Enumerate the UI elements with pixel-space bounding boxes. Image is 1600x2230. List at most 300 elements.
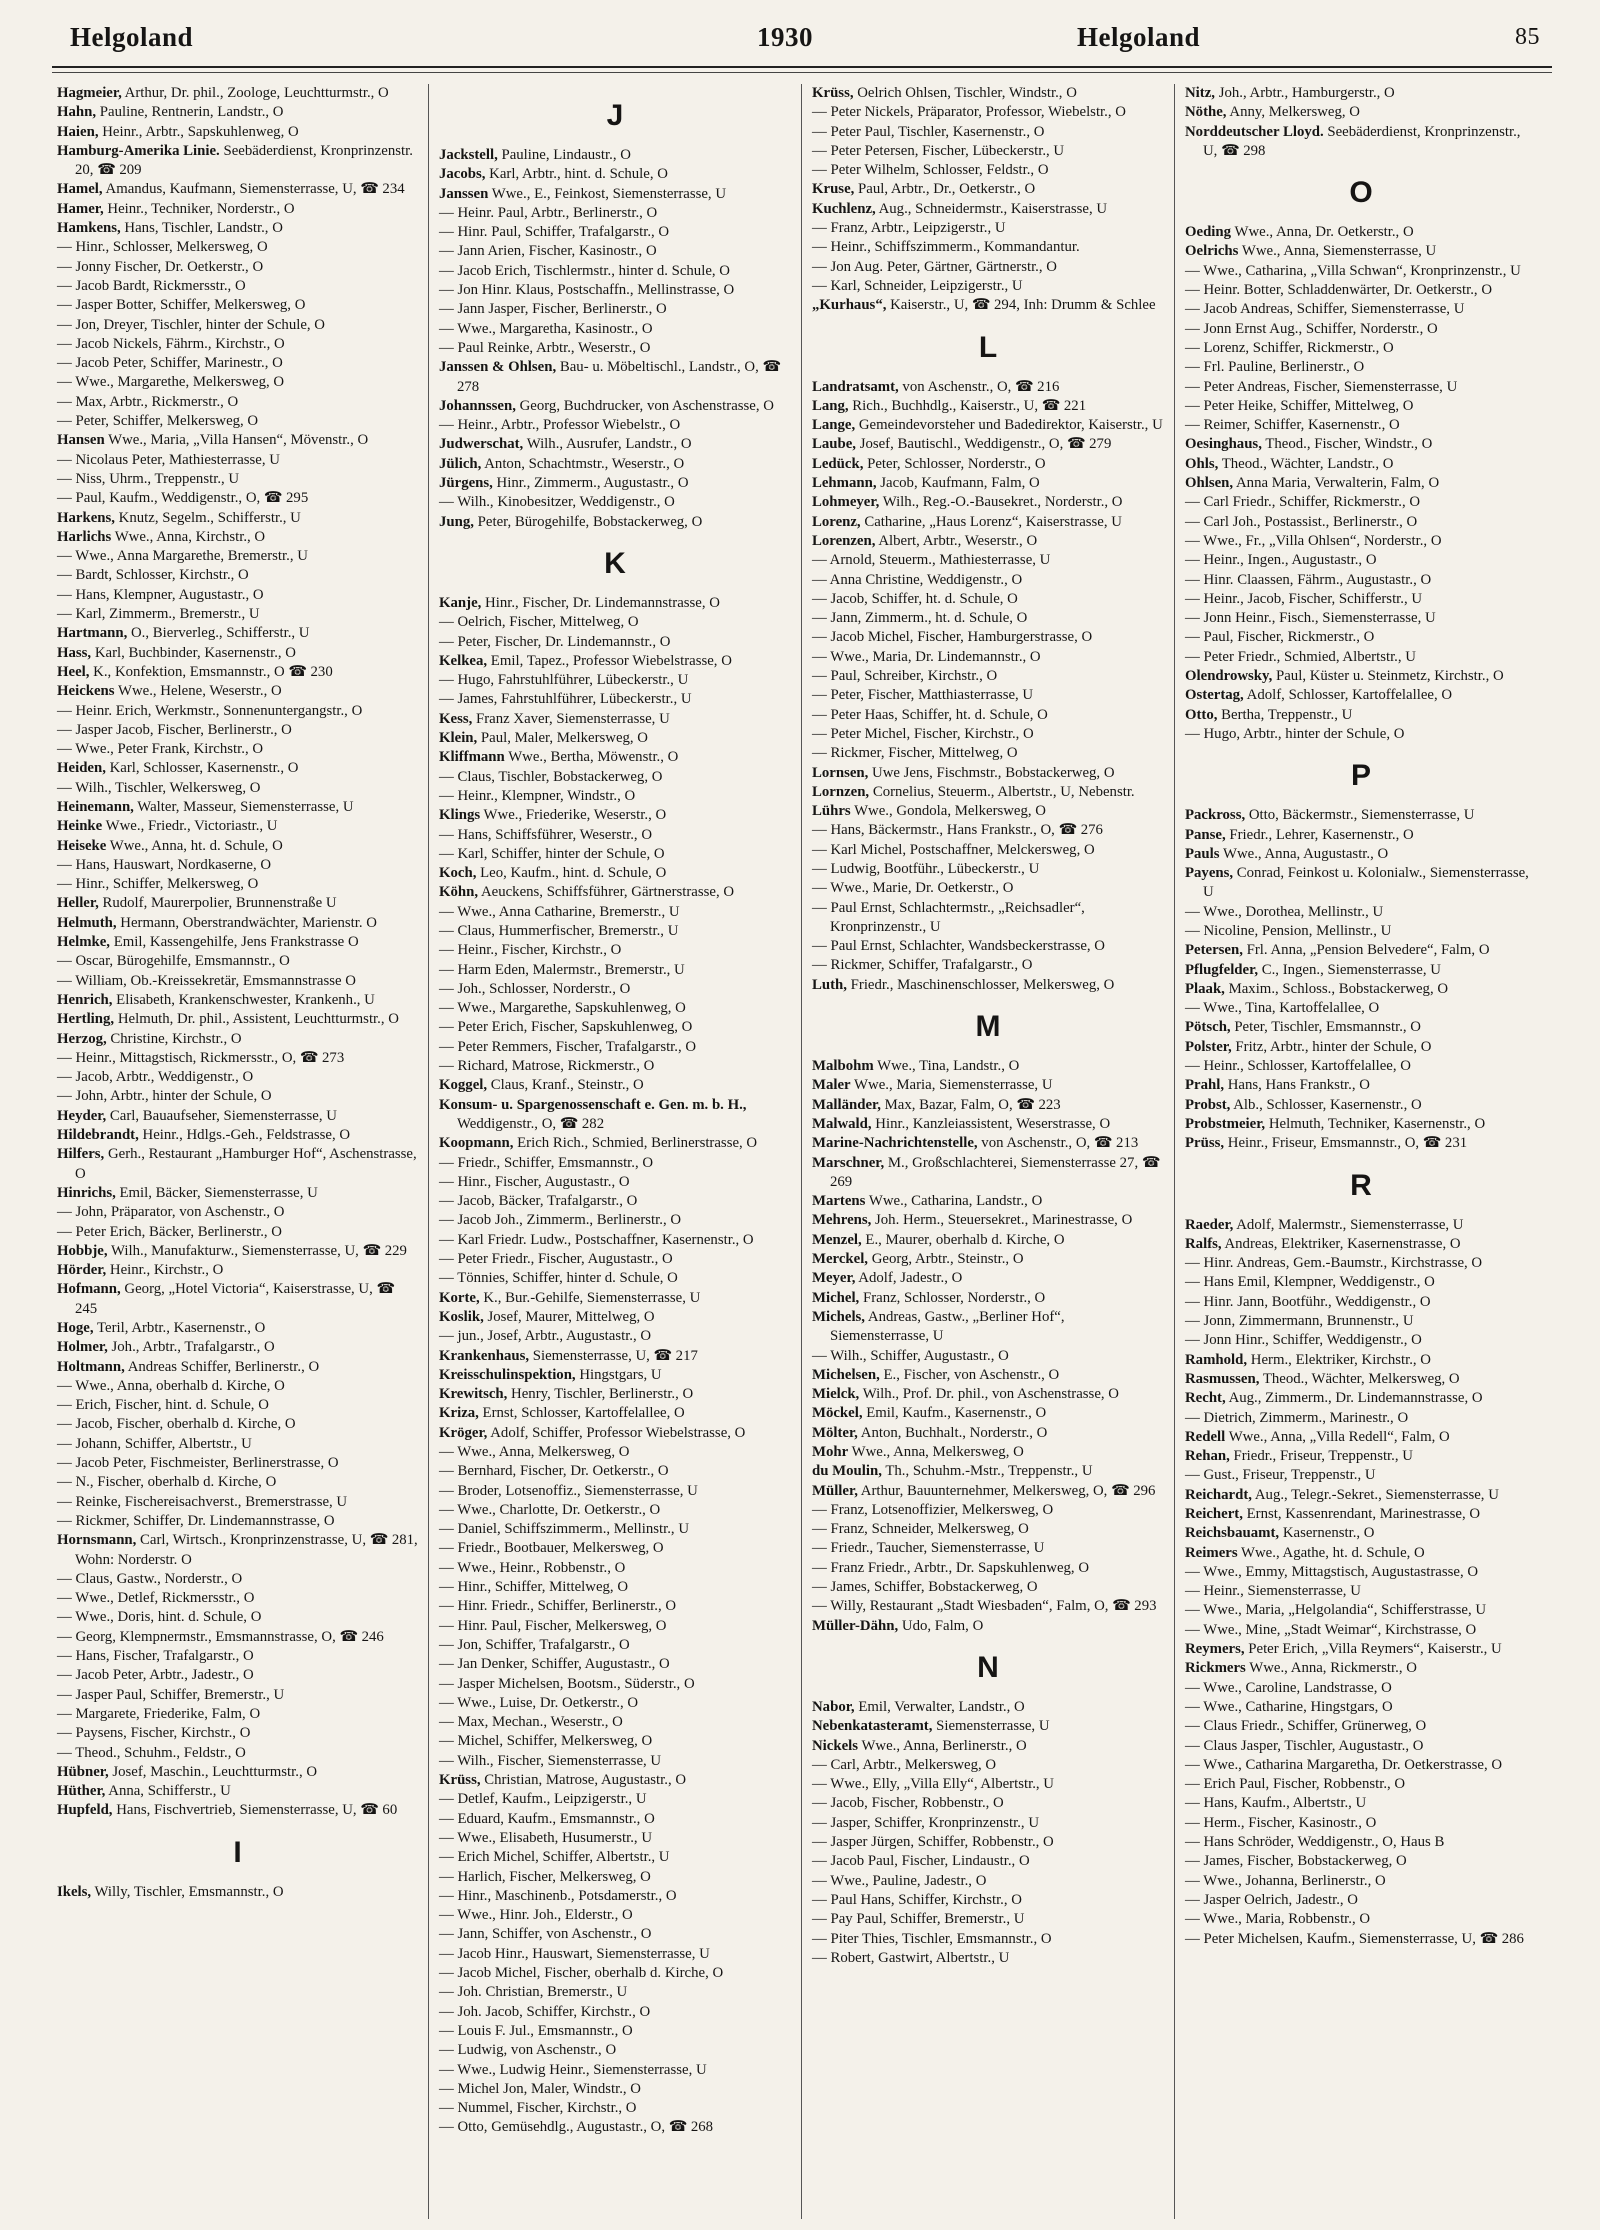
entry-details: — Heinr., Schiffszimmerm., Kommandantur. (812, 239, 1080, 256)
entry-surname: Mohr (812, 1444, 849, 1460)
directory-entry (1185, 1872, 1537, 1891)
directory-entry (57, 1589, 418, 1608)
entry-details: Christian, Matrose, Augustastr., O (480, 1772, 687, 1789)
entry-details: — Theod., Schuhm., Feldstr., O (57, 1744, 246, 1761)
directory-entry (1185, 1524, 1537, 1543)
directory-entry (57, 644, 418, 663)
entry-surname: Rickmers (1185, 1660, 1246, 1677)
entry-details: C., Ingen., Siemensterrasse, U (1258, 961, 1441, 978)
entry-details: — Robert, Gastwirt, Albertstr., U (812, 1949, 1010, 1966)
directory-entry (1185, 1679, 1537, 1698)
directory-entry (1185, 532, 1537, 551)
entry-surname: Koopmann, (439, 1135, 514, 1152)
directory-entry (439, 1018, 791, 1037)
entry-details: Emil, Tapez., Professor Wiebelstrasse, O (487, 652, 732, 669)
entry-details: Wwe., Friedr., Victoriastr., U (102, 818, 278, 835)
directory-entry (439, 1868, 791, 1887)
entry-details: — Wwe., Tina, Kartoffelallee, O (1185, 1000, 1380, 1017)
entry-details: Albert, Arbtr., Weserstr., O (875, 532, 1038, 549)
directory-entry (57, 721, 418, 740)
entry-surname: Packross, (1185, 807, 1246, 824)
directory-entry (439, 1211, 791, 1230)
entry-details: Siemensterrasse, U, ☎ 217 (529, 1347, 698, 1364)
entry-details: Leo, Kaufm., hint. d. Schule, O (476, 865, 667, 882)
directory-entry (439, 1617, 791, 1636)
entry-details: — Dietrich, Zimmerm., Marinestr., O (1185, 1409, 1409, 1426)
entry-surname: Heinke (57, 818, 103, 835)
directory-entry (439, 1713, 791, 1732)
entry-details: Adolf, Malermstr., Siemensterrasse, U (1233, 1216, 1464, 1233)
page-number: 85 (1515, 24, 1540, 50)
directory-entry (57, 1608, 418, 1627)
entry-surname: Nabor, (812, 1698, 855, 1715)
directory-entry (812, 764, 1164, 783)
entry-details: — Paul Ernst, Schlachter, Wandsbeckerstrasse, O (812, 938, 1105, 955)
entry-details: Cornelius, Steuerm., Albertstr., U, Nebenstr. (869, 783, 1135, 800)
entry-details: — Hans, Schiffsführer, Weserstr., O (439, 826, 653, 843)
directory-entry (812, 1289, 1164, 1308)
entry-surname: Panse, (1185, 826, 1226, 843)
directory-entry (1185, 1466, 1537, 1485)
entry-details: Emil, Verwalter, Landstr., O (854, 1698, 1025, 1715)
directory-entry (439, 748, 791, 767)
directory-entry (439, 999, 791, 1018)
directory-entry (57, 1030, 418, 1049)
entry-surname: Michel, (812, 1289, 860, 1306)
entry-surname: Lange, (812, 417, 856, 434)
entry-details: — Wwe., Maria, „Helgolandia“, Schifferstrasse, U (1185, 1602, 1487, 1619)
directory-entry (812, 706, 1164, 725)
entry-details: Conrad, Feinkost u. Kolonialw., Siemensterrasse, U (1203, 865, 1529, 901)
entry-details: Wwe., Bertha, Möwenstr., O (504, 749, 679, 766)
entry-details: von Aschenstr., O, ☎ 216 (898, 378, 1060, 395)
directory-entry (812, 879, 1164, 898)
entry-surname: Harkens, (57, 509, 115, 526)
entry-details: — Jasper Botter, Schiffer, Melkersweg, O (57, 297, 306, 314)
entry-surname: Nitz, (1185, 85, 1215, 101)
directory-entry (1185, 725, 1537, 744)
entry-details: Bertha, Treppenstr., U (1217, 706, 1353, 723)
entry-details: — Jacob Andreas, Schiffer, Siemensterrasse, U (1185, 301, 1465, 318)
entry-details: — Peter Andreas, Fischer, Siemensterrasse, U (1185, 378, 1458, 395)
directory-entry (439, 1038, 791, 1057)
entry-details: — Heinr., Klempner, Windstr., O (439, 787, 636, 804)
entry-surname: Hupfeld, (57, 1802, 113, 1819)
directory-entry (57, 1628, 418, 1647)
entry-details: Wwe., Anna, Berlinerstr., O (858, 1737, 1027, 1754)
entry-details: — Tönnies, Schiffer, hinter d. Schule, O (439, 1270, 678, 1287)
entry-surname: Petersen, (1185, 942, 1243, 959)
entry-surname: Mölter, (812, 1424, 858, 1441)
entry-details: Theod., Fischer, Windstr., O (1261, 436, 1433, 453)
entry-surname: Malbohm (812, 1058, 874, 1075)
directory-entry (812, 1501, 1164, 1520)
section-letter: I (233, 1835, 242, 1869)
entry-details: — Jon Hinr. Klaus, Postschaffn., Mellinstrasse, O (439, 282, 735, 299)
entry-surname: Müller, (812, 1482, 858, 1499)
entry-details: Maxim., Schloss., Bobstackerweg, O (1224, 980, 1449, 997)
entry-details: Bau- u. Möbeltischl., Landstr., O, ☎ 278 (457, 359, 781, 395)
directory-entry (812, 1775, 1164, 1794)
entry-details: — Franz, Schneider, Melkersweg, O (812, 1521, 1029, 1538)
directory-entry (57, 1763, 418, 1782)
entry-surname: Rasmussen, (1185, 1370, 1260, 1387)
entry-details: Gerh., Restaurant „Hamburger Hof“, Aschenstrasse, O (75, 1146, 417, 1182)
entry-surname: Kess, (439, 710, 473, 727)
entry-details: — Peter Wilhelm, Schlosser, Feldstr., O (812, 162, 1049, 179)
directory-entry (57, 1319, 418, 1338)
entry-details: Arthur, Bauunternehmer, Melkersweg, O, ☎ 296 (857, 1482, 1156, 1499)
directory-entry (439, 1308, 791, 1327)
directory-entry (1185, 1096, 1537, 1115)
entry-surname: Heickens (57, 683, 115, 700)
directory-entry (439, 2118, 791, 2137)
directory-entry (1185, 551, 1537, 570)
entry-details: — Paul Reinke, Arbtr., Weserstr., O (439, 339, 651, 356)
entry-surname: Korte, (439, 1289, 480, 1306)
directory-entry (812, 103, 1164, 122)
directory-entry (57, 586, 418, 605)
directory-entry (1185, 1312, 1537, 1331)
entry-details: Siemensterrasse, U (932, 1718, 1050, 1735)
entry-details: — Wilh., Fischer, Siemensterrasse, U (439, 1752, 662, 1769)
entry-details: — Paul Hans, Schiffer, Kirchstr., O (812, 1891, 1022, 1908)
header-year: 1930 (757, 22, 813, 52)
directory-entry (439, 1366, 791, 1385)
entry-surname: Nebenkatasteramt, (812, 1718, 933, 1735)
entry-details: — Heinr., Arbtr., Professor Wiebelstr., O (439, 417, 681, 434)
entry-details: — Friedr., Bootbauer, Melkersweg, O (439, 1540, 664, 1557)
entry-details: Adolf, Jadestr., O (855, 1270, 963, 1287)
directory-entry (1185, 667, 1537, 686)
entry-surname: Kliffmann (439, 749, 505, 766)
entry-details: Karl, Arbtr., hint. d. Schule, O (485, 166, 668, 183)
entry-details: — Peter Nickels, Präparator, Professor, Wiebelstr., O (812, 104, 1126, 121)
entry-details: Wwe., Tina, Landstr., O (873, 1058, 1020, 1075)
directory-entry (812, 161, 1164, 180)
entry-details: — Wwe., Maria, Robbenstr., O (1185, 1911, 1371, 1928)
directory-entry (57, 779, 418, 798)
directory-entry (57, 798, 418, 817)
directory-entry (57, 296, 418, 315)
directory-entry (812, 296, 1164, 315)
directory-entry (812, 1269, 1164, 1288)
directory-entry (439, 435, 791, 454)
directory-entry (1185, 1756, 1537, 1775)
entry-details: Pauline, Rentnerin, Landstr., O (96, 104, 284, 121)
directory-entry (57, 566, 418, 585)
entry-details: — Jonn Heinr., Fisch., Siemensterrasse, U (1185, 610, 1436, 627)
section-letter: N (977, 1650, 999, 1684)
entry-surname: Oeding (1185, 224, 1232, 241)
entry-surname: Luth, (812, 976, 847, 993)
directory-entry (812, 1462, 1164, 1481)
directory-entry (1185, 1814, 1537, 1833)
entry-details: — Heinr. Botter, Schladdenwärter, Dr. Oetkerstr., O (1185, 282, 1493, 299)
entry-details: — Hinr. Jann, Bootführ., Weddigenstr., O (1185, 1293, 1431, 1310)
entry-surname: Heller, (57, 895, 99, 912)
entry-details: — Reimer, Schiffer, Kasernenstr., O (1185, 417, 1400, 434)
entry-details: Wwe., Anna, ht. d. Schule, O (106, 837, 283, 854)
directory-entry (57, 933, 418, 952)
entry-details: — N., Fischer, oberhalb d. Kirche, O (57, 1474, 277, 1491)
entry-details: Karl, Buchbinder, Kasernenstr., O (91, 644, 296, 661)
entry-details: — Jacob, Fischer, Robbenstr., O (812, 1795, 1004, 1812)
entry-surname: Ostertag, (1185, 687, 1244, 704)
directory-entry (57, 180, 418, 199)
entry-details: — Jacob Joh., Zimmerm., Berlinerstr., O (439, 1212, 682, 1229)
directory-entry (1185, 1331, 1537, 1350)
directory-entry (1185, 1389, 1537, 1408)
entry-details: — Nicolaus Peter, Mathiesterrasse, U (57, 451, 280, 468)
directory-entry (1185, 590, 1537, 609)
entry-details: — Jasper, Schiffer, Kronprinzenstr., U (812, 1814, 1040, 1831)
entry-details: — Herm., Fischer, Kasinostr., O (1185, 1814, 1377, 1831)
directory-entry (812, 1076, 1164, 1095)
entry-details: — Jacob Bardt, Rickmersstr., O (57, 277, 246, 294)
directory-entry (1185, 980, 1537, 999)
entry-details: Gemeindevorsteher und Badedirektor, Kaiserstr., U (855, 417, 1163, 434)
entry-details: Pauline, Lindaustr., O (497, 147, 631, 163)
directory-entry (439, 1675, 791, 1694)
entry-details: — Carl, Arbtr., Melkersweg, O (812, 1756, 997, 1773)
entry-details: Helmuth, Dr. phil., Assistent, Leuchtturmstr., O (114, 1011, 399, 1028)
entry-details: Arthur, Dr. phil., Zoologe, Leuchtturmstr., O (121, 85, 389, 101)
directory-entry (439, 1173, 791, 1192)
directory-entry (439, 320, 791, 339)
entry-details: — Wwe., Marie, Dr. Oetkerstr., O (812, 880, 1014, 897)
entry-details: — Wwe., Caroline, Landstrasse, O (1185, 1679, 1392, 1696)
entry-surname: Lehmann, (812, 475, 877, 492)
directory-entry (57, 393, 418, 412)
directory-entry (812, 532, 1164, 551)
directory-entry (57, 1724, 418, 1743)
entry-details: Wwe., Gondola, Melkersweg, O (850, 803, 1046, 820)
entry-details: Andreas, Elektriker, Kasernenstrasse, O (1221, 1235, 1461, 1252)
directory-entry (439, 1096, 791, 1135)
directory-entry (57, 1686, 418, 1705)
entry-details: Carl, Bauaufseher, Siemensterrasse, U (106, 1107, 337, 1124)
directory-entry (439, 1134, 791, 1153)
entry-details: Erich Rich., Schmied, Berlinerstrasse, O (513, 1135, 758, 1152)
directory-entry (812, 1891, 1164, 1910)
entry-details: — Wilh., Kinobesitzer, Weddigenstr., O (439, 494, 675, 511)
directory-entry (812, 1115, 1164, 1134)
entry-details: K., Bur.-Gehilfe, Siemensterrasse, U (479, 1289, 701, 1306)
entry-details: — Jasper Jacob, Fischer, Berlinerstr., O (57, 721, 292, 738)
entry-details: — Jacob Paul, Fischer, Lindaustr., O (812, 1853, 1030, 1870)
entry-details: — Hans, Klempner, Augustastr., O (57, 586, 264, 603)
entry-surname: Helmke, (57, 934, 111, 951)
entry-surname: Lohmeyer, (812, 494, 880, 511)
entry-details: — Detlef, Kaufm., Leipzigerstr., U (439, 1791, 647, 1808)
directory-entry (57, 682, 418, 701)
entry-details: Wwe., Agathe, ht. d. Schule, O (1237, 1544, 1425, 1561)
entry-details: — Wwe., Doris, hint. d. Schule, O (57, 1609, 262, 1626)
entry-surname: Henrich, (57, 991, 113, 1008)
directory-entry (57, 1107, 418, 1126)
entry-details: — Hinr., Schiffer, Mittelweg, O (439, 1579, 628, 1596)
entry-details: — Michel Jon, Maler, Windstr., O (439, 2080, 641, 2097)
entry-surname: Judwerschat, (439, 436, 524, 453)
directory-entry (1185, 1621, 1537, 1640)
directory-entry (57, 123, 418, 142)
entry-surname: Heiseke (57, 837, 107, 854)
entry-details: Elisabeth, Krankenschwester, Krankenh., U (112, 991, 375, 1008)
entry-details: — Karl Michel, Postschaffner, Melckersweg, O (812, 841, 1095, 858)
section-letter: R (1350, 1168, 1372, 1202)
entry-details: Oelrich Ohlsen, Tischler, Windstr., O (853, 85, 1077, 101)
entry-surname: Rehan, (1185, 1448, 1230, 1465)
directory-entry (1185, 242, 1537, 261)
entry-details: — Claus Friedr., Schiffer, Grünerweg, O (1185, 1718, 1427, 1735)
directory-entry (812, 474, 1164, 493)
entry-details: — Jann Jasper, Fischer, Berlinerstr., O (439, 301, 667, 318)
entry-details: — Karl, Zimmerm., Bremerstr., U (57, 606, 260, 623)
directory-entry (1185, 1076, 1537, 1095)
directory-entry (57, 972, 418, 991)
entry-details: — Erich, Fischer, hint. d. Schule, O (57, 1397, 269, 1414)
entry-details: — Peter Michelsen, Kaufm., Siemensterrasse, U, ☎ 286 (1185, 1930, 1524, 1947)
entry-details: Heinr., Arbtr., Sapskuhlenweg, O (98, 123, 299, 140)
entry-surname: Hansen (57, 432, 105, 449)
entry-surname: Mielck, (812, 1386, 860, 1403)
directory-entry (812, 1559, 1164, 1578)
directory-entry (439, 787, 791, 806)
directory-entry (57, 412, 418, 431)
directory-entry (57, 894, 418, 913)
entry-details: — Lorenz, Schiffer, Rickmerstr., O (1185, 339, 1394, 356)
entry-details: — Hans, Kaufm., Albertstr., U (1185, 1795, 1367, 1812)
directory-entry (439, 1887, 791, 1906)
directory-entry (1185, 358, 1537, 377)
directory-entry (57, 1744, 418, 1763)
directory-entry (812, 821, 1164, 840)
entry-details: — Louis F. Jul., Emsmannstr., O (439, 2022, 633, 2039)
directory-entry (1185, 1351, 1537, 1370)
entry-details: — Georg, Klempnermstr., Emsmannstrasse, O, ☎ 246 (57, 1628, 384, 1645)
entry-details: — Carl Joh., Postassist., Berlinerstr., O (1185, 513, 1418, 530)
section-letter: M (975, 1010, 1001, 1044)
directory-entry (57, 1493, 418, 1512)
directory-entry (812, 277, 1164, 296)
directory-entry (812, 1930, 1164, 1949)
entry-surname: Jacobs, (439, 166, 486, 183)
directory-entry (812, 1794, 1164, 1813)
entry-details: — Jann, Zimmerm., ht. d. Schule, O (812, 610, 1028, 627)
entry-details: Wwe., Anna, Rickmerstr., O (1245, 1660, 1417, 1677)
directory-entry (812, 976, 1164, 995)
entry-details: — Johann, Schiffer, Albertstr., U (57, 1435, 252, 1452)
entry-details: Joh. Herm., Steuersekret., Marinestrasse, O (871, 1212, 1133, 1229)
directory-entry (57, 856, 418, 875)
directory-entry (57, 740, 418, 759)
directory-entry (57, 1454, 418, 1473)
entry-details: Wwe., Helene, Weserstr., O (114, 683, 282, 700)
entry-surname: Ramhold, (1185, 1351, 1248, 1368)
entry-surname: Pflugfelder, (1185, 961, 1259, 978)
directory-entry (812, 1404, 1164, 1423)
entry-details: — Heinr., Jacob, Fischer, Schifferstr., U (1185, 590, 1423, 607)
entry-surname: Jülich, (439, 455, 482, 472)
directory-entry (812, 1231, 1164, 1250)
directory-entry (1185, 1505, 1537, 1524)
entry-details: Alb., Schlosser, Kasernenstr., O (1230, 1096, 1422, 1113)
directory-entry (1185, 864, 1537, 903)
entry-details: — Wwe., Margaretha, Kasinostr., O (439, 320, 653, 337)
entry-surname: Olendrowsky, (1185, 668, 1273, 685)
entry-details: — Wwe., Johanna, Berlinerstr., O (1185, 1872, 1386, 1889)
entry-details: Friedr., Maschinenschlosser, Melkersweg, O (846, 976, 1115, 993)
directory-entry (812, 455, 1164, 474)
entry-details: — Wwe., Margarethe, Sapskuhlenweg, O (439, 1000, 686, 1017)
entry-surname: Martens (812, 1193, 866, 1210)
entry-surname: Nickels (812, 1737, 859, 1754)
entry-details: — Claus, Tischler, Bobstackerweg, O (439, 768, 663, 785)
entry-details: Wwe., E., Feinkost, Siemensterrasse, U (488, 185, 727, 202)
entry-details: — Claus, Hummerfischer, Bremerstr., U (439, 922, 679, 939)
directory-entry (439, 1482, 791, 1501)
entry-details: — Hans Emil, Klempner, Weddigenstr., O (1185, 1274, 1435, 1291)
directory-entry (812, 571, 1164, 590)
directory-entry (812, 628, 1164, 647)
directory-entry (1185, 1659, 1537, 1678)
entry-surname: Krewitsch, (439, 1386, 508, 1403)
entry-details: — Harlich, Fischer, Melkersweg, O (439, 1868, 651, 1885)
entry-surname: Pötsch, (1185, 1019, 1231, 1036)
directory-entry (1185, 84, 1537, 103)
entry-details: Emil, Kaufm., Kasernenstr., O (862, 1405, 1047, 1422)
entry-surname: Meyer, (812, 1270, 856, 1287)
directory-entry (439, 1462, 791, 1481)
directory-entry (1185, 1582, 1537, 1601)
entry-details: Wwe., Anna, Kirchstr., O (111, 528, 266, 545)
entry-details: — Jonn Hinr., Schiffer, Weddigenstr., O (1185, 1332, 1422, 1349)
entry-surname: Ohls, (1185, 455, 1219, 472)
directory-entry (1185, 1544, 1537, 1563)
directory-entry (439, 980, 791, 999)
entry-details: — Jasper Michelsen, Bootsm., Süderstr., O (439, 1675, 695, 1692)
entry-surname: Hildebrandt, (57, 1127, 139, 1144)
entry-surname: Probstmeier, (1185, 1115, 1266, 1132)
entry-details: — Hinr. Paul, Fischer, Melkersweg, O (439, 1617, 667, 1634)
directory-entry (812, 1617, 1164, 1636)
directory-column-3 (801, 84, 1174, 2219)
directory-entry (57, 1666, 418, 1685)
directory-entry (57, 451, 418, 470)
entry-surname: Ledück, (812, 455, 864, 472)
entry-surname: Michelsen, (812, 1366, 880, 1383)
entry-details: Wwe., Catharina, Landstr., O (865, 1193, 1043, 1210)
entry-surname: Koch, (439, 865, 477, 882)
entry-details: Adolf, Schiffer, Professor Wiebelstrasse, O (487, 1424, 746, 1441)
entry-surname: Oesinghaus, (1185, 436, 1262, 453)
directory-entry (1185, 416, 1537, 435)
directory-entry (439, 903, 791, 922)
entry-details: — Broder, Lotsenoffiz., Siemensterrasse, U (439, 1482, 698, 1499)
directory-entry (57, 1049, 418, 1068)
entry-surname: Recht, (1185, 1390, 1226, 1407)
directory-entry (57, 200, 418, 219)
entry-details: Herm., Elektriker, Kirchstr., O (1247, 1351, 1431, 1368)
directory-entry (812, 219, 1164, 238)
entry-surname: Redell (1185, 1428, 1226, 1445)
entry-details: — Peter, Fischer, Dr. Lindemannstr., O (439, 633, 671, 650)
directory-entry (439, 204, 791, 223)
entry-details: Wilh., Reg.-O.-Bausekret., Norderstr., O (879, 494, 1123, 511)
entry-surname: Marschner, (812, 1154, 885, 1171)
entry-details: — Karl, Schiffer, hinter der Schule, O (439, 845, 665, 862)
